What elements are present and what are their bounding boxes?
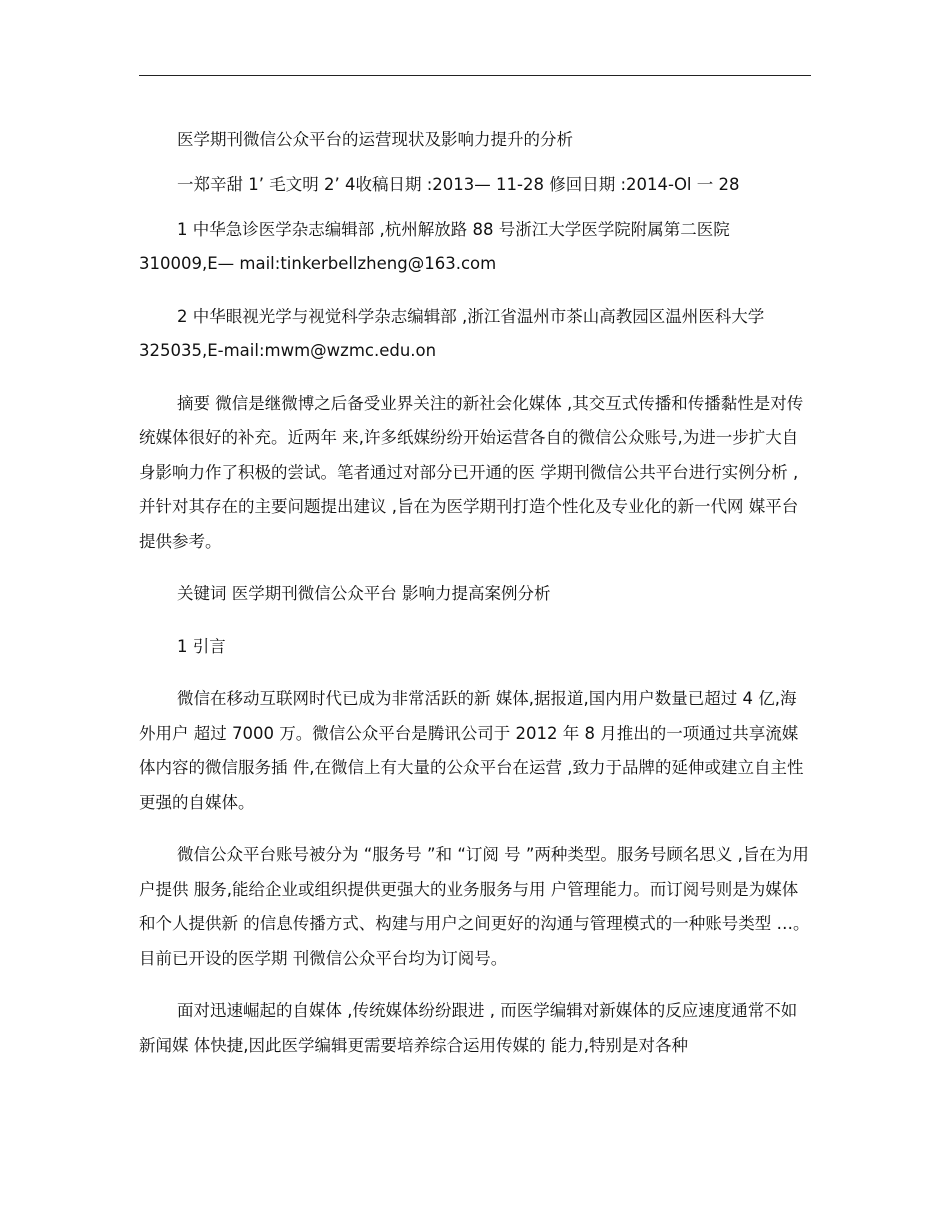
section-heading: 1 引言 [177,636,226,656]
authors-line: 一郑辛甜 1’ 毛文明 2’ 4收稿日期 :2013— 11-28 修回日期 :2014-Ol 一 28 [177,175,740,194]
paragraph-1: 微信在移动互联网时代已成为非常活跃的新 媒体,据报道,国内用户数量已超过 4 亿,海外用户 超过 7000 万。微信公众平台是腾讯公司于 2012 年 8 月推出的一项通过共享流媒体内容的微信服务插 件,在微信上有大量的公众平台在运营 ,致力于品牌的延伸或建立自主性更强的自媒体。 [139,689,804,812]
abstract: 摘要 微信是继微博之后备受业界关注的新社会化媒体 ,其交互式传播和传播黏性是对传统媒体很好的补充。近两年 来,许多纸媒纷纷开始运营各自的微信公众账号,为进一步扩大自身影响力作了积极的尝试。笔者通过对部分已开通的医 学期刊微信公共平台进行实例分析 ,并针对其存在的主要问题提出建议 ,旨在为医学期刊打造个性化及专业化的新一代网 媒平台提供参考。 [139,393,804,551]
header-rule [139,75,811,76]
affiliation-2: 2 中华眼视光学与视觉科学杂志编辑部 ,浙江省温州市茶山高教园区温州医科大学 325035,E-mail:mwm@wzmc.edu.on [139,306,765,360]
keywords: 关键词 医学期刊微信公众平台 影响力提高案例分析 [177,584,551,603]
document-body [139,118,811,1081]
paragraph-2: 微信公众平台账号被分为 “服务号 ”和 “订阅 号 ”两种类型。服务号顾名思义 ,旨在为用户提供 服务,能给企业或组织提供更强大的业务服务与用 户管理能力。而订阅号则是为媒体和个人提供新 的信息传播方式、构建与用户之间更好的沟通与管理模式的一种账号类型 …。目前已开设的医学期 刊微信公众平台均为订阅号。 [139,845,810,968]
article-title: 医学期刊微信公众平台的运营现状及影响力提升的分析 [177,130,573,149]
affiliation-1: 1 中华急诊医学杂志编辑部 ,杭州解放路 88 号浙江大学医学院附属第二医院 310009,E— mail:tinkerbellzheng@163.com [139,219,730,273]
paragraph-3: 面对迅速崛起的自媒体 ,传统媒体纷纷跟进 , 而医学编辑对新媒体的反应速度通常不如新闻媒 体快捷,因此医学编辑更需要培养综合运用传媒的 能力,特别是对各种 [139,1001,798,1055]
